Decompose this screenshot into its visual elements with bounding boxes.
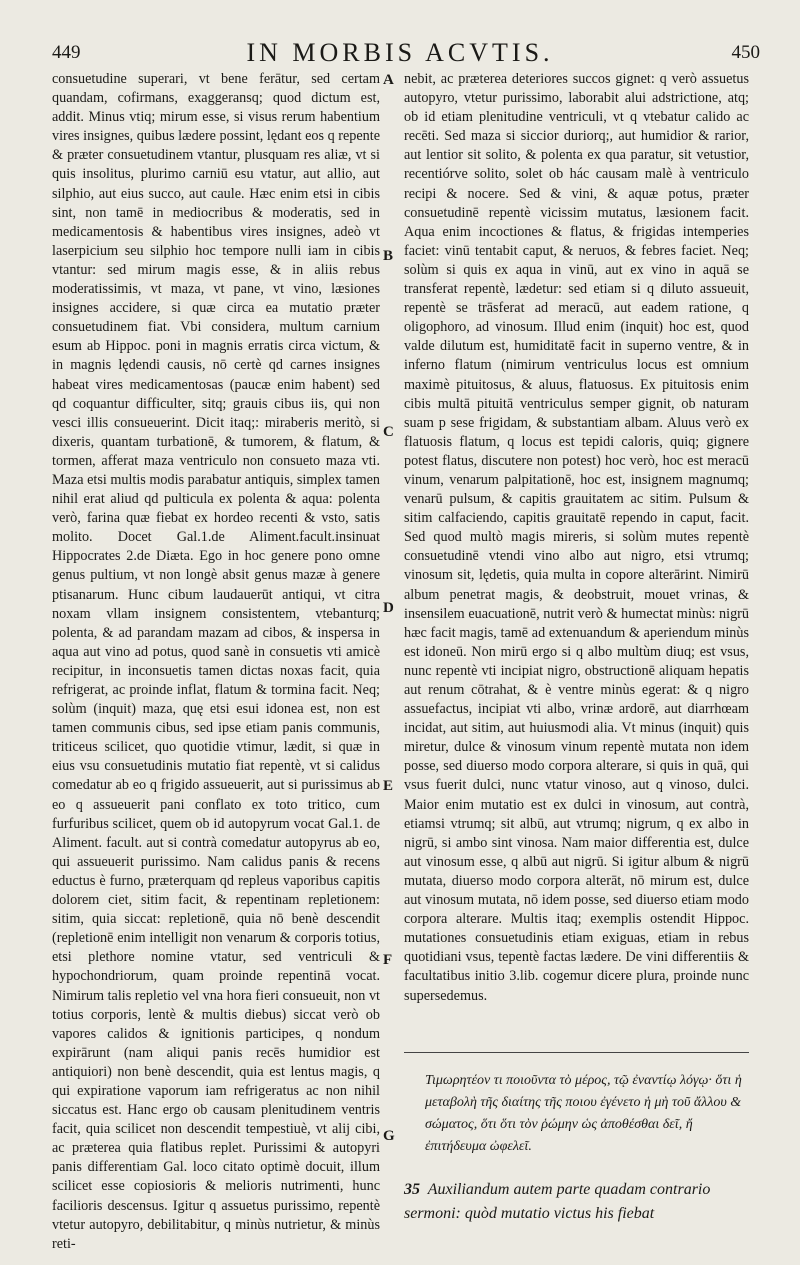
- left-column: [52, 70, 380, 1252]
- page-header: [0, 38, 800, 68]
- margin-letter-b: B: [383, 248, 394, 264]
- note-number: 35: [404, 1181, 420, 1198]
- margin-letter-a: A: [383, 72, 394, 88]
- margin-letter-f: F: [383, 952, 393, 968]
- right-column: [404, 70, 749, 1070]
- right-column-paragraph: nebit, ac præterea deteriores succos gignet: q verò assuetus autopyro, vtetur purissimo, laborabit alui adstrictione, atq; ob id etiam plenitudine ventriculi, vt q vtebatur calido ac recēti. Sed maza si siccior duriorq;, aut humidior & rarior, aut lentior sit solito, & polenta ex qua paratur, sit vetustior, recentiórve solito, solet ob hác causam malè à ventriculo recipi & nocere. Sed & vini, & aquæ potus, præter consuetudinē repentè vicissim mutatus, læsionem facit. Aqua enim incoctiones & flatus, & frigidas intemperies faciet: vinū tentabit caput, & neruos, & febres faciet. Neq; solùm si quis ex aqua in vinū, aut ex vino in aquā se transferat repentè, lædetur: sed etiam si q diluto assueuit, repentè se trāsferat ad meracū, aut eadem ratione, q oligophoro, ad vinosum. Illud enim (inquit) hoc est, quod valde dilutum est, humiditatē facit in superno ventre, & in inferno flatum (nimirum ventriculus locus est omnium maximè pituitosus, & aluus, flatuosus. Ex pituitosis enim cibis multā pituitā ventriculus semper gignit, ob naturam suam p sese frigidam, & substantiam albam. Aluus verò ex flatuosis flatum, q locus est tepidi caloris, quiq; gignere potest flatus, discutere non potest) hoc verò, hoc est meracū vinum, venarum palpitationē, hoc est, insignem magnumq; venarū pulsum, & capitis grauitatem ac sitim. Pulsum & sitim calfaciendo, capitis grauitatē rependo in caput, facit. Sed quod multò magis mireris, si solùm mutes repentè consuetudinē vtendi vino albo aut nigro, etsi vtrumq; vinosum sit, lędetis, quia multa in copore alterārint. Nimirū album penetrat magis, & deobstruit, mouet vrinas, & insensilem euacuationē, nutrit verò & humectat minùs: nigrū hæc facit magis, tamē ad extenuandum & aperiendum minùs est idoneū. Non mirū ergo si q albo multùm diuq; est vsus, nunc repentè vti incipiat nigro, obstructionē aliquam hepatis aut renum cōtrahat, & è ventre minùs egerat: & q nigro assuefactus, incipiat vti albo, vrinæ ardorē, aut diarrhœam incidat, aut sitim, aut huiusmodi alia. Vt minus (inquit) quis miretur, dulce & vinosum vinum repentè mutata non idem posse, sed diuerso modo corpora alterare, si quis in quā, qui vsus fuerit dulci, nunc vtatur vinoso, aut q vinoso, dulci. Maior enim mutatio est ex dulci in vinosum, aut contrà, etiamsi vtrumq; sit albū, aut vtrumq; nigrum, q ex albo in nigrū, si ambo sint vinosa. Nam maior differentia est, dulce aut vinosum esse, q albū aut nigrū. Si igitur album & nigrū mutata, diuerso modo corpora alterāt, nō mirum est, dulce aut vinosum mutata, nō idem posse, sed diuerso etiam modo corpora alterare. Multis itaq; exemplis ostendit Hippoc. mutationes consuetudinis etiam exiguas, etiam in rebus quotidiani vsus, tepentè factas lædere. De vini differentiis & facultatibus initio 3.lib. cogemur dicere plura, proinde nunc supersedemus.: [404, 71, 749, 1004]
- margin-letter-g: G: [383, 1128, 395, 1144]
- margin-letter-d: D: [383, 600, 394, 616]
- latin-translation: [404, 1178, 749, 1226]
- margin-letter-c: C: [383, 424, 394, 440]
- latin-translation-text: Auxiliandum autem parte quadam contrario sermoni: quòd mutatio victus his fiebat: [404, 1181, 711, 1222]
- running-title: IN MORBIS ACVTIS.: [246, 38, 554, 67]
- left-page-number: 449: [52, 42, 81, 63]
- section-divider: [404, 1052, 749, 1053]
- right-page-number: 450: [731, 42, 760, 63]
- left-column-paragraph: consuetudine superari, vt bene ferātur, sed certam quandam, cofirmans, exaggeransq; quod dictum est, addit. Minus vtiq; mirum esse, si visus rerum habentium vires insignes, quibus lædere possint, lędant eos q repente & præter consuetudinem vtantur, plusquam res aliæ, vt si quis insolitus, plurimo carniū esu vtatur, aut allio, aut silphio, aut eius succo, aut caule. Hæc enim etsi in cibis sint, non tamē in mediocribus & moderatis, sed in medicamentosis & habentibus vires insignes, adeò vt laserpicium seu silphio hoc tempore nulli iam in cibis vtantur: sed mirum magis esse, & in aliis rebus moderatissimis, vt maza, vt pane, vt vino, læsiones insignes accidere, si quæ circa ea mutatio præter consuetudinem fiat. Vbi considera, multum carnium esum ab Hippoc. poni in magnis erratis circa victum, & in magnis lędendi causis, nō certè qd carnes insignes habeat vires medicamentosas (paucæ enim habent) sed qd coquantur difficulter, sitq; grauis cibus iis, qui non vesci illis consueuerint. Dicit itaq;: miraberis meritò, si dixeris, quantam turbationē, & tumorem, & flatum, & tormen, afferat maza ventriculo non consueto maza vti. Maza etsi multis modis parabatur antiquis, simplex tamen nihil erat aliud qd pulticula ex polenta & aqua: polenta verò, farina quæ fiebat ex hordeo recenti & vsto, satis molito. Docet Gal.1.de Aliment.facult.insinuat Hippocrates 2.de Diæta. Ego in hoc genere pono omne genus pultium, vt non longè absit genus mazæ à genere ptisanarum. Hunc cibum laudauerūt antiqui, vt citra noxam vllam insignem consistentem, vtebanturq; polenta, & ad parandam mazam ad cibos, & inspersa in aqua aut vino ad potus, quod sanè in consuetis vti amicè recipitur, in inconsuetis tamen dictas noxas facit, quia refrigerat, ac proinde inflat, flatum & tormina facit. Neq; solùm (inquit) maza, quę etsi esui idonea est, non est tamen communis cibus, sed ipse etiam panis communis, triticeus scilicet, quo quotidie vtimur, lædit, si quæ in eius vsu consuetudinis mutatio fiat repentè, vt si calidus comedatur ab eo q frigido assueuerit, aut si purissimus ab eo q assueuerit pani conflato ex toto tritico, cum furfuribus scilicet, quem ob id autopyrum vocat Gal.1. de Aliment. facult. aut si contrà comedatur autopyrus ab eo, qui assueuerit purissimo. Nam calidus panis & recens eductus è furno, præterquam qd repleus vaporibus capitis dolorem ciet, sitim facit, & repentinam repletionem: sitim, quia siccat: repletionē, quia nō benè descendit (repletionē enim intelligit non venarum & corporis totius, etsi plethore nomine vtatur, sed ventriculi & hypochondriorum, quam proinde repentinā vocat. Nimirum talis repletio vel vna hora fieri consueuit, non vt totius corporis, lentè & multis diebus) siccat verò ob vapores calidos & ignitionis participes, q nondum expirārunt (nam aliqui panis recēs humidior est antiquiori) non benè descendit, quia est lentus magis, q qui expiratione vaporum iam refrigeratus ac non nihil siccatus est. Hanc ergo ob causam plenitudinem ventris facit, quia scilicet non descendit tempestiuè, vt alij cibi, ac præterea quia flatibus replet. Purissimi & autopyri panis differentiam Gal. loco citato optimè docuit, illum scilicet esse copiosioris & melioris nutrimenti, hunc facilioris descensus. Igitur q assuetus purissimo, repentè vtetur autopyro, debilitabitur, q minùs nutrietur, & minùs reti-: [52, 71, 380, 1252]
- greek-quotation: Τιμωρητέον τι ποιοῦντα τὸ μέρος, τῷ ἐναντίῳ λόγῳ· ὅτι ἡ μεταβολὴ τῆς διαίτης τῆς ποιου ἐγένετο ἡ μὴ τοῦ ἄλλου & σώματος, ὅτι ὅτι τὸν ῥώμην ὡς ἀποθέσθαι δεῖ, ἤ ἐπιτήδευμα ὠφελεῖ.: [425, 1073, 742, 1154]
- margin-letter-e: E: [383, 778, 394, 794]
